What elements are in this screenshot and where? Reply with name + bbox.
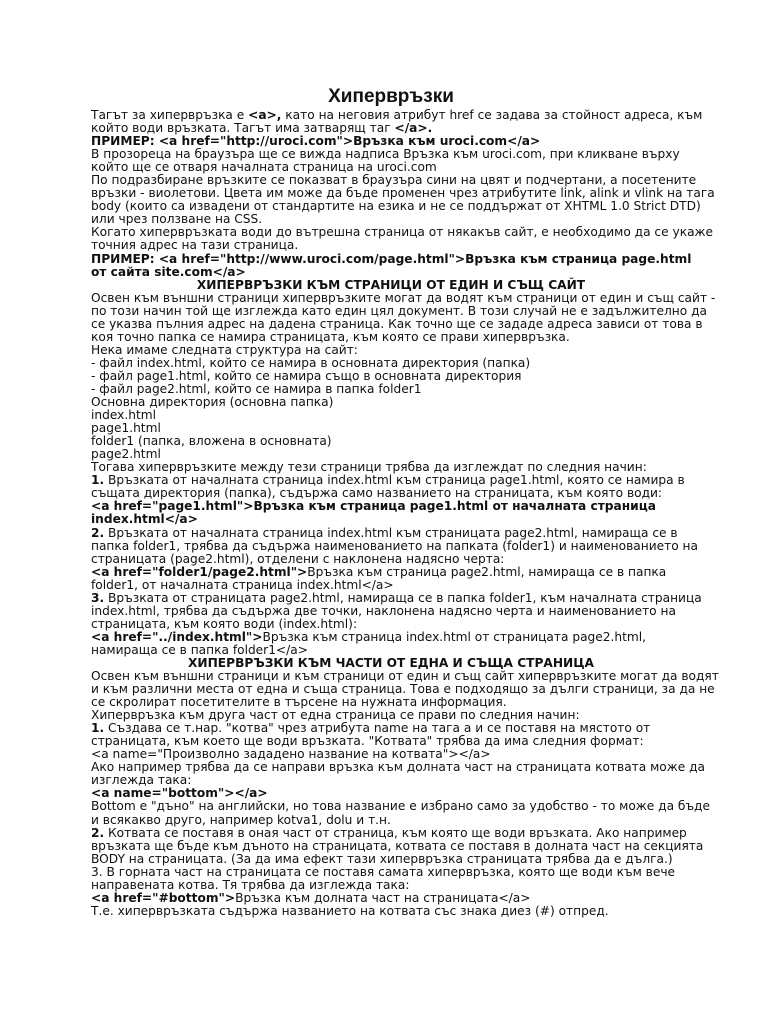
bold-run: 1. bbox=[91, 473, 105, 488]
text-run: index.html bbox=[91, 408, 156, 423]
text-line bbox=[91, 396, 691, 409]
text-run: връзки - виолетови. Цвета им може да бъде променен чрез атрибутите link, alink и vlink на тага bbox=[91, 186, 715, 201]
bold-run: 2. bbox=[91, 525, 105, 540]
text-run: Връзката от началната страница index.html към страницата page2.html, намираща се в bbox=[104, 525, 678, 540]
text-run: Тогава хипервръзките между тези страници трябва да изглеждат по следния начин: bbox=[91, 460, 647, 475]
document-body bbox=[91, 108, 719, 918]
bold-run: <a href="page1.html">Връзка към страница page1.html от началната страница bbox=[91, 499, 656, 514]
text-run: BODY на страницата. (За да има ефект тази хипервръзка страницата трябва да е дълга.) bbox=[91, 851, 673, 866]
text-run: - файл page2.html, който се намира в папка folder1 bbox=[91, 381, 422, 396]
text-run: index.html, трябва да съдържа две точки, наклонена надясно черта и наименованието на bbox=[91, 603, 676, 618]
bold-run: <a href="folder1/page2.html"> bbox=[91, 564, 308, 579]
text-run: page2.html bbox=[91, 447, 161, 462]
text-run: се указва пълния адрес на дадена страница. Как точно ще се зададе адреса зависи от това в bbox=[91, 316, 703, 331]
text-run: Когато хипервръзката води до вътрешна страница от някакъв сайт, е необходимо да се укаже bbox=[91, 225, 714, 240]
text-line bbox=[91, 905, 691, 918]
text-run: и всякакво друго, например kotva1, dolu и т.н. bbox=[91, 812, 391, 827]
text-run: Връзка към страница index.html от страницата page2.html, bbox=[262, 629, 647, 644]
text-run: и към различни места от една и съща страница. Това е подходящо за дълги страници, за да не bbox=[91, 682, 715, 697]
bold-run: </a>. bbox=[394, 121, 433, 136]
bold-run: ПРИМЕР: <a href="http://www.uroci.com/page.html">Връзка към страница page.html bbox=[91, 251, 692, 266]
text-run: Котвата се поставя в оная част от страница, към която ще води връзката. Ако например bbox=[104, 825, 687, 840]
text-run: В прозореца на браузъра ще се вижда надписа Връзка към uroci.com, при кликване върху bbox=[91, 147, 680, 162]
bold-run: ПРИМЕР: <a href="http://uroci.com">Връзка към uroci.com</a> bbox=[91, 134, 541, 149]
text-run: страницата (page2.html), отделени с наклонена надясно черта: bbox=[91, 551, 505, 566]
text-run: body (които са извадени от стандартите на езика и не се поддържат от XHTML 1.0 Strict DTD) bbox=[91, 199, 701, 214]
text-run: Освен към външни страници и към страници от един и същ сайт хипервръзките могат да водят bbox=[91, 669, 719, 684]
text-run: page1.html bbox=[91, 421, 161, 436]
text-run: Връзка към страница page2.html, намираща се в папка bbox=[307, 564, 667, 579]
text-run: който ще се отваря началната страница на uroci.com bbox=[91, 160, 437, 175]
bold-run: <a>, bbox=[248, 108, 282, 122]
bold-run: 1. bbox=[91, 721, 105, 736]
text-run: folder1 (папка, вложена в основната) bbox=[91, 434, 332, 449]
text-run: Bottom е "дъно" на английски, но това название е избрано само за удобство - то може да бъде bbox=[91, 799, 710, 814]
text-run: коя точно папка се намира страницата, към която се прави хипервръзка. bbox=[91, 329, 570, 344]
text-run: страницата, към която води (index.html): bbox=[91, 616, 358, 631]
text-run: по този начин той ще изглежда като един цял документ. В този случай не е задължително да bbox=[91, 303, 707, 318]
text-line bbox=[91, 409, 691, 422]
bold-run: от сайта site.com</a> bbox=[91, 264, 246, 279]
text-run: точния адрес на тази страница. bbox=[91, 238, 299, 253]
text-run: Основна директория (основна папка) bbox=[91, 395, 334, 410]
text-run: - файл page1.html, който се намира също в основната директория bbox=[91, 368, 522, 383]
text-run: страницата, към което ще води връзката. "Котвата" трябва да има следния формат: bbox=[91, 734, 644, 749]
text-run: По подразбиране връзките се показват в браузъра сини на цвят и подчертани, а посетените bbox=[91, 173, 697, 188]
text-run: Нека имаме следната структура на сайт: bbox=[91, 342, 358, 357]
bold-run: <a name="bottom"></a> bbox=[91, 786, 268, 801]
text-run: folder1, от началната страница index.html</a> bbox=[91, 577, 394, 592]
text-line bbox=[91, 435, 691, 448]
document-page bbox=[91, 86, 719, 918]
text-run: Т.е. хипервръзката съдържа названието на котвата със знака диез (#) отпред. bbox=[91, 903, 609, 918]
text-run: същата директория (папка), съдържа само названието на страницата, към която води: bbox=[91, 486, 663, 501]
text-run: Създава се т.нар. "котва" чрез атрибута name на тага а и се поставя на мястото от bbox=[104, 721, 651, 736]
bold-run: 3. bbox=[91, 590, 105, 605]
bold-run: index.html</a> bbox=[91, 512, 198, 527]
text-run: се скролират посетителите в търсене на нужната информация. bbox=[91, 695, 507, 710]
text-run: Връзка към долната част на страницата</a> bbox=[235, 890, 531, 905]
text-run: Ако например трябва да се направи връзка към долната част на страницата котвата може да bbox=[91, 760, 705, 775]
text-run: изглежда така: bbox=[91, 773, 192, 788]
text-run: връзката ще бъде към дъното на страницата, котвата се поставя в долната част на секцията bbox=[91, 838, 704, 853]
text-run: 3. В горната част на страницата се поставя самата хипервръзка, която ще води към вече bbox=[91, 864, 676, 879]
text-run: папка folder1, трябва да съдържа наименованието на папката (folder1) и наименованието на bbox=[91, 538, 698, 553]
text-run: направената котва. Тя трябва да изглежда така: bbox=[91, 877, 410, 892]
text-run: намираща се в папка folder1</a> bbox=[91, 642, 308, 657]
text-run: ХИПЕРВРЪЗКИ КЪМ ЧАСТИ ОТ ЕДНА И СЪЩА СТРАНИЦА bbox=[188, 655, 594, 670]
text-run: - файл index.html, който се намира в основната директория (папка) bbox=[91, 355, 531, 370]
text-run: или чрез ползване на CSS. bbox=[91, 212, 263, 227]
text-run: Връзката от страницата page2.html, намираща се в папка folder1, към началната страница bbox=[104, 590, 702, 605]
text-run: ХИПЕРВРЪЗКИ КЪМ СТРАНИЦИ ОТ ЕДИН И СЪЩ САЙТ bbox=[196, 277, 586, 292]
bold-run: 2. bbox=[91, 825, 105, 840]
text-run: Освен към външни страници хипервръзките могат да водят към страници от един и същ сайт - bbox=[91, 290, 716, 305]
bold-run: <a href="../index.html"> bbox=[91, 629, 263, 644]
bold-run: <a href="#bottom"> bbox=[91, 890, 236, 905]
text-run: който води връзката. Тагът има затварящ таг bbox=[91, 121, 395, 136]
text-run: Връзката от началната страница index.html към страница page1.html, която се намира в bbox=[104, 473, 685, 488]
text-run: като на неговия атрибут href се задава за стойност адреса, към bbox=[281, 108, 703, 122]
text-run: <a name="Произволно зададено название на котвата"></a> bbox=[91, 747, 491, 762]
text-run: Тагът за хипервръзка е bbox=[91, 108, 249, 122]
text-run: Хипервръзка към друга част от една страница се прави по следния начин: bbox=[91, 708, 580, 723]
document-title: Хипервръзки bbox=[328, 86, 454, 107]
